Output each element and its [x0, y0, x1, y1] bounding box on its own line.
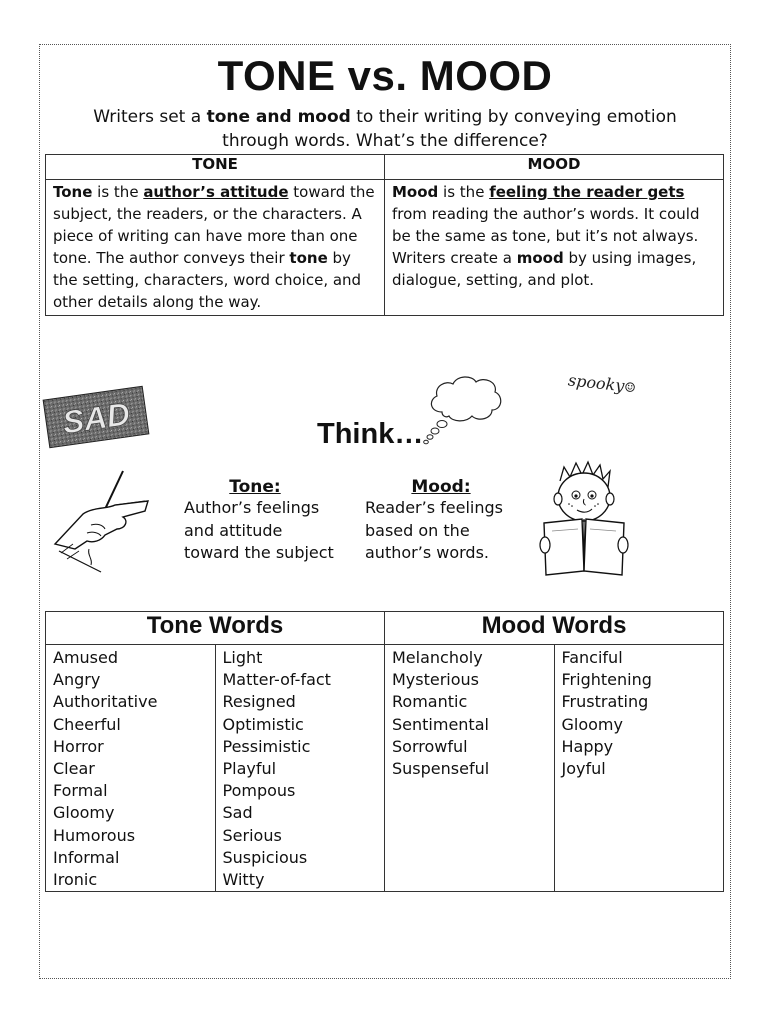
- mood-line: based on the: [365, 520, 470, 540]
- word-list-item: Sorrowful: [392, 736, 468, 756]
- tone-header: TONE: [46, 155, 385, 180]
- word-list-item: Humorous: [53, 825, 136, 845]
- word-list-item: Frightening: [561, 670, 652, 690]
- intro-bold: tone and mood: [206, 107, 351, 127]
- mood-header: MOOD: [385, 155, 724, 180]
- word-list-item: Romantic: [392, 692, 468, 712]
- word-list-item: Matter-of-fact: [222, 670, 331, 690]
- sad-sign-text: SAD: [60, 395, 133, 441]
- word-list-item: Playful: [222, 759, 277, 779]
- thought-cloud-icon: [420, 372, 505, 450]
- mood-text-3: Writers create a: [392, 249, 517, 267]
- word-list-item: Pessimistic: [222, 736, 311, 756]
- definition-table: [45, 154, 724, 316]
- word-lists-table: [45, 611, 724, 892]
- writing-hand-icon: [53, 469, 153, 574]
- tone-line: Author’s feelings: [184, 498, 320, 517]
- word-list-item: Melancholy: [392, 648, 483, 667]
- intro-text: [60, 105, 710, 153]
- mood-text-1: is the: [438, 183, 490, 201]
- tone-line: and attitude: [184, 520, 283, 540]
- tone-term-2: tone: [289, 249, 328, 267]
- word-list-item: Sentimental: [392, 714, 489, 734]
- think-mood-label: Mood:: [411, 477, 471, 497]
- word-list-item: Authoritative: [53, 692, 158, 712]
- think-mood-text: [365, 497, 525, 565]
- tone-text-1: is the: [92, 183, 144, 201]
- word-list-item: Fanciful: [561, 648, 623, 667]
- word-list-item: Gloomy: [561, 714, 623, 734]
- mood-key-phrase: feeling the reader gets: [489, 183, 685, 201]
- mood-line: author’s words.: [365, 543, 489, 562]
- word-list-item: Cheerful: [53, 714, 121, 734]
- word-list-item: Clear: [53, 759, 95, 779]
- word-list-item: Optimistic: [222, 714, 304, 734]
- mood-text-2: from reading the author’s words. It could be the same as tone, but it’s not always.: [392, 205, 700, 245]
- mood-definition: [385, 180, 724, 316]
- mood-line: Reader’s feelings: [365, 498, 503, 517]
- tone-definition: [46, 180, 385, 316]
- mood-term-2: mood: [516, 249, 564, 267]
- word-list-item: Amused: [53, 648, 119, 667]
- word-list-item: Gloomy: [53, 803, 115, 823]
- spooky-clipart: spooky☺: [567, 370, 637, 397]
- mood-words-header: Mood Words: [385, 612, 724, 645]
- tone-text-2: toward the subject, the readers, or the characters. A piece of writing can have more than one tone. The author conveys their: [53, 183, 375, 267]
- mood-words-col-1: [385, 645, 555, 892]
- boy-reading-book-icon: [538, 459, 630, 579]
- tone-words-col-1: [46, 645, 216, 892]
- think-tone-text: [184, 497, 359, 565]
- page-title: TONE vs. MOOD: [217, 52, 553, 99]
- word-list-item: Sad: [222, 803, 253, 823]
- word-list-item: Light: [222, 648, 263, 667]
- word-list-item: Happy: [561, 736, 614, 756]
- tone-words-col-2: [215, 645, 385, 892]
- tone-words-header: Tone Words: [46, 612, 385, 645]
- word-list-item: Pompous: [222, 781, 296, 801]
- word-list-item: Resigned: [222, 692, 296, 712]
- word-list-item: Informal: [53, 847, 120, 867]
- word-list-item: Frustrating: [561, 692, 649, 712]
- word-list-item: Ironic: [53, 870, 98, 890]
- tone-line: toward the subject: [184, 543, 334, 562]
- mood-text-4: by using images, dialogue, setting, and plot.: [392, 249, 697, 289]
- intro-part1: Writers set a: [93, 107, 207, 127]
- word-list-item: Suspenseful: [392, 759, 490, 779]
- word-list-item: Suspicious: [222, 847, 308, 867]
- intro-part2: to their writing by conveying emotion through words. What’s the difference?: [222, 107, 677, 151]
- word-list-item: Joyful: [561, 759, 606, 779]
- think-tone-label: Tone:: [229, 477, 281, 497]
- word-list-item: Angry: [53, 670, 101, 690]
- tone-key-phrase: author’s attitude: [143, 183, 289, 201]
- think-heading: Think…: [317, 418, 424, 450]
- mood-words-col-2: [554, 645, 724, 892]
- mood-term: Mood: [392, 183, 439, 201]
- word-list-item: Horror: [53, 736, 104, 756]
- tone-term: Tone: [53, 183, 93, 201]
- word-list-item: Witty: [222, 870, 265, 890]
- tone-text-3: by the setting, characters, word choice, and other details along the way.: [53, 249, 362, 311]
- word-list-item: Mysterious: [392, 670, 480, 690]
- spooky-text: spooky: [567, 370, 626, 396]
- word-list-item: Serious: [222, 825, 282, 845]
- word-list-item: Formal: [53, 781, 108, 801]
